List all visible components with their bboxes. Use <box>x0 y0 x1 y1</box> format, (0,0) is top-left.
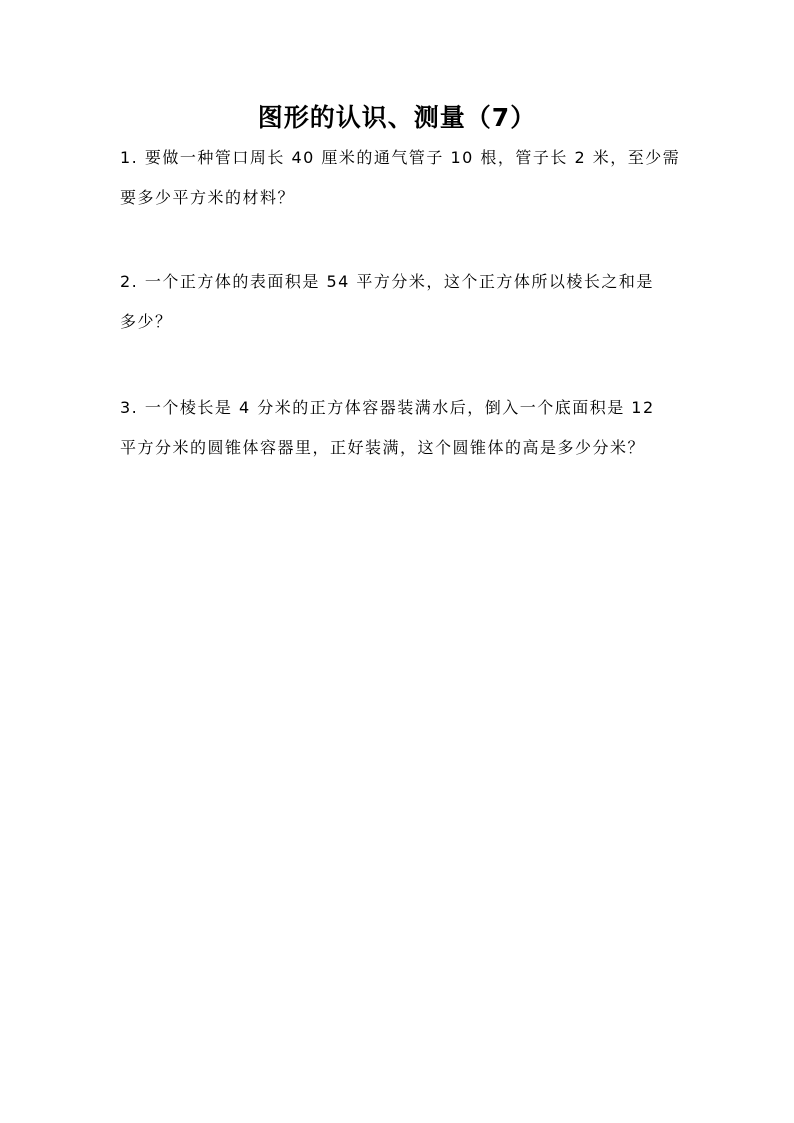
page-title: 图形的认识、测量（7） <box>257 103 537 132</box>
question-1-line-1: 1. 要做一种管口周长 40 厘米的通气管子 10 根，管子长 2 米，至少需 <box>120 148 681 167</box>
question-2-line-2: 多少？ <box>120 312 173 331</box>
question-1 <box>120 138 680 218</box>
question-3-line-1: 3. 一个棱长是 4 分米的正方体容器装满水后，倒入一个底面积是 12 <box>120 398 655 417</box>
question-3-line-2: 平方分米的圆锥体容器里，正好装满，这个圆锥体的高是多少分米？ <box>120 438 646 457</box>
question-2-line-1: 2. 一个正方体的表面积是 54 平方分米，这个正方体所以棱长之和是 <box>120 272 654 291</box>
question-3 <box>120 388 680 468</box>
question-1-line-2: 要多少平方米的材料？ <box>120 188 296 207</box>
question-2 <box>120 262 680 342</box>
